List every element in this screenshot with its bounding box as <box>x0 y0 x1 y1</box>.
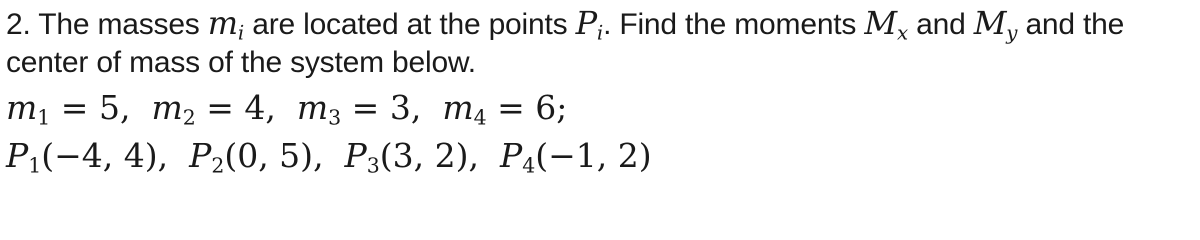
statement-text: are located at the points <box>252 8 568 41</box>
statement-text: and <box>916 8 966 41</box>
math-P-i: $P_i$ <box>575 4 604 45</box>
math-M-y: $M_y$ <box>973 4 1018 45</box>
point-item: $P_1(-4$, 4), <box>6 136 169 178</box>
statement-text: and the <box>1025 8 1125 41</box>
problem-statement-line-1 <box>6 4 1125 45</box>
math-M-x: $M_x$ <box>864 4 908 45</box>
mass-item: $m_2 = 4$, <box>151 88 276 130</box>
point-item: $P_2(0$, 5), <box>189 136 324 178</box>
mass-item: $m_4 = 6$; <box>442 88 568 130</box>
mass-list <box>6 88 568 130</box>
mass-item: $m_3 = 3$, <box>296 88 422 130</box>
math-m-i: $m_i$ <box>207 4 245 45</box>
point-list <box>6 136 652 178</box>
point-item: $P_3(3$, 2), <box>344 136 480 178</box>
problem-number: 2. <box>6 8 31 41</box>
statement-text: . Find the moments <box>603 8 857 41</box>
mass-item: $m_1 = 5$, <box>6 88 131 130</box>
point-item: $P_4(-1$, 2) <box>500 136 652 178</box>
statement-text: The masses <box>38 8 200 41</box>
problem-statement-line-2: center of mass of the system below. <box>6 46 476 79</box>
